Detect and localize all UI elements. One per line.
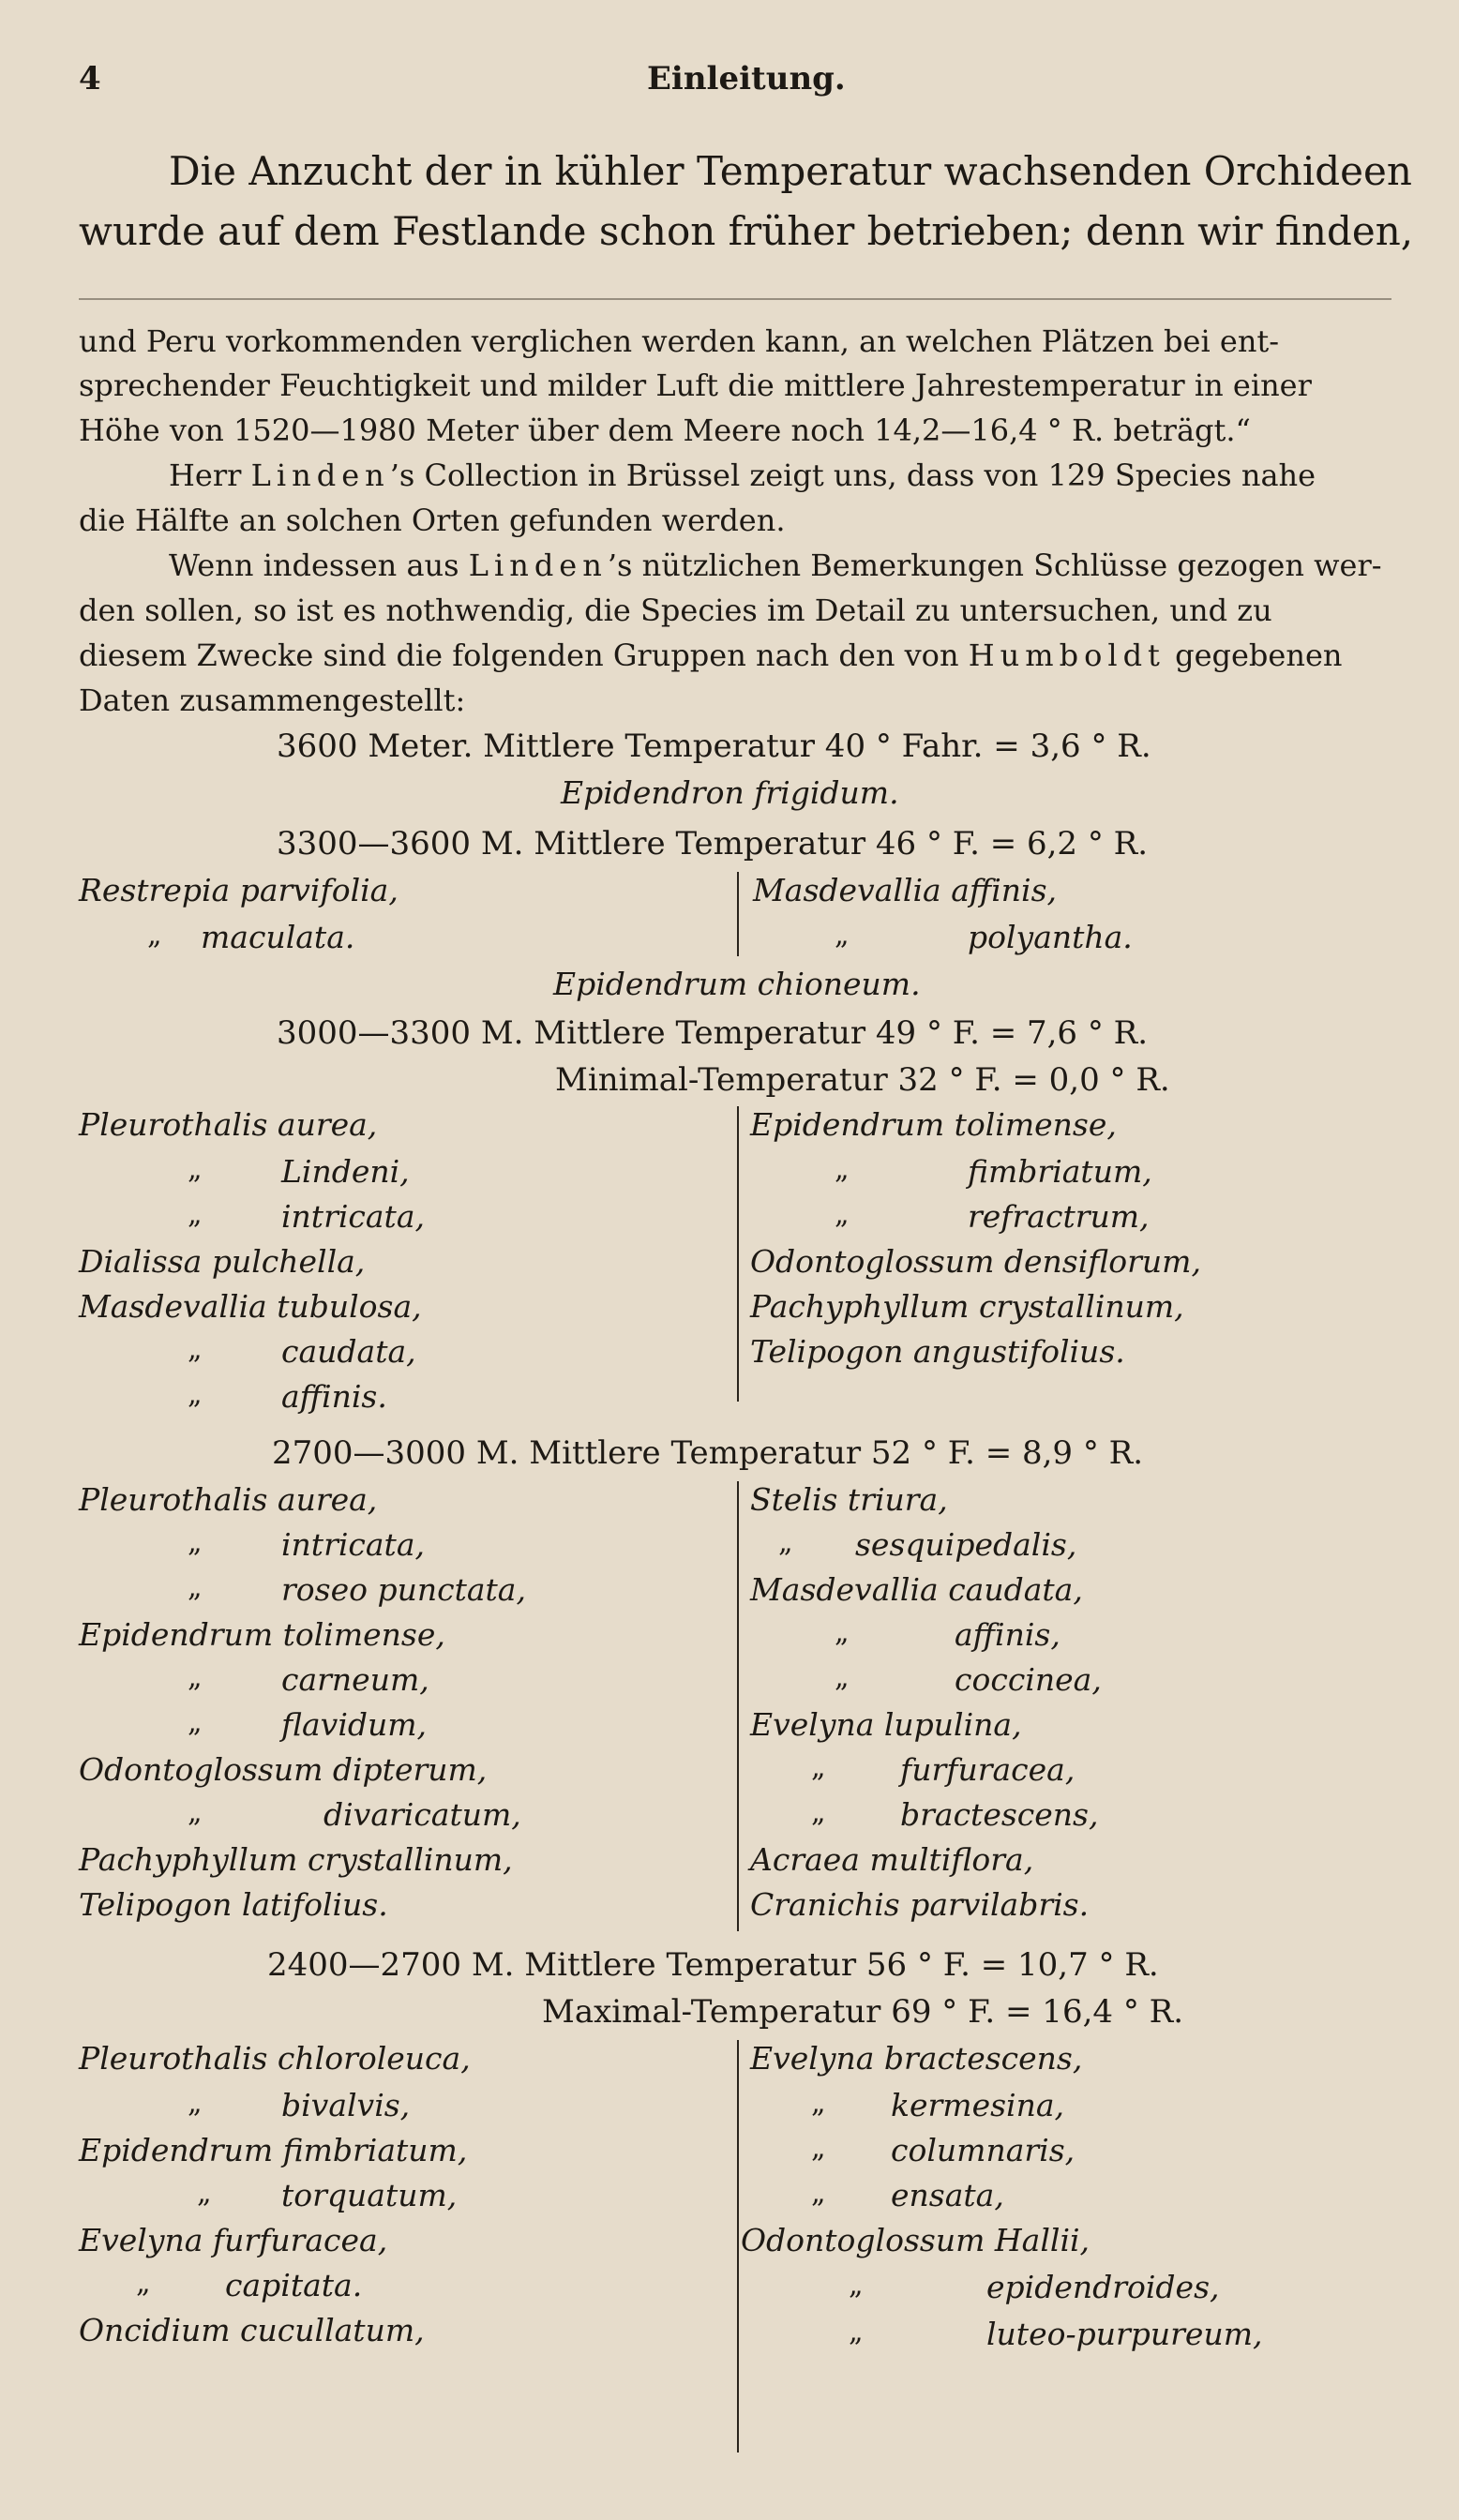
g2400-left-3: Epidendrum fimbriatum, (79, 2132, 468, 2168)
g2400-left-7: Oncidium cucullatum, (79, 2312, 425, 2348)
group-3600-heading: 3600 Meter. Mittlere Temperatur 40 ° Fahr. = 3,6 ° R. (277, 728, 1151, 765)
g2400-right-7: luteo-purpureum, (986, 2316, 1263, 2352)
ditto-mark: „ (849, 2269, 864, 2302)
ditto-mark: „ (147, 919, 162, 952)
ditto-mark: „ (778, 1526, 793, 1559)
g2400-right-3: columnaris, (891, 2132, 1075, 2168)
p2-name: Linden (250, 458, 390, 493)
g2700-left-9: Pachyphyllum crystallinum, (79, 1841, 513, 1878)
g2700-right-10: Cranichis parvilabris. (750, 1886, 1090, 1923)
group-2400-heading: 2400—2700 M. Mittlere Temperatur 56 ° F. = 10,7 ° R. (267, 1946, 1159, 1984)
body-line-2: sprechender Feuchtigkeit und milder Luft die mittlere Jahrestemperatur in einer (79, 368, 1312, 403)
group-3000-subheading: Minimal-Temperatur 32 ° F. = 0,0 ° R. (555, 1061, 1170, 1099)
paragraph-linden-collection (169, 458, 1316, 493)
p3-line-3-prefix: diesem Zwecke sind die folgenden Gruppen nach den von (79, 638, 969, 673)
separator-rule (79, 298, 1391, 300)
g2400-right-6: epidendroides, (986, 2269, 1220, 2305)
g3000-left-3: intricata, (281, 1198, 425, 1235)
g2700-right-8: bractescens, (900, 1796, 1099, 1833)
g3000-left-5: Masdevallia tubulosa, (79, 1288, 422, 1325)
g2700-right-1: Stelis triura, (750, 1481, 948, 1518)
g2400-right-1: Evelyna bractescens, (750, 2040, 1083, 2077)
p3-line-3 (79, 638, 1343, 673)
ditto-mark: „ (835, 1616, 850, 1649)
body-line-3: Höhe von 1520—1980 Meter über dem Meere noch 14,2—16,4 ° R. beträgt.“ (79, 412, 1251, 448)
g2700-right-2: sesquipedalis, (855, 1526, 1077, 1563)
ditto-mark: „ (835, 1153, 850, 1186)
column-divider-3000 (737, 1106, 739, 1402)
column-divider-3300 (737, 872, 739, 956)
page-number: 4 (79, 60, 101, 98)
g3000-left-4: Dialissa pulchella, (79, 1243, 366, 1280)
g2700-left-6: flavidum, (281, 1706, 428, 1743)
g2700-right-6: Evelyna lupulina, (750, 1706, 1022, 1743)
g2700-right-3: Masdevallia caudata, (750, 1571, 1083, 1608)
g3000-left-2: Lindeni, (281, 1153, 410, 1190)
p3-line-4: Daten zusammengestellt: (79, 682, 466, 718)
g3300-left-2: maculata. (201, 919, 355, 955)
ditto-mark: „ (188, 1796, 203, 1829)
g3000-right-1: Epidendrum tolimense, (750, 1106, 1117, 1143)
ditto-mark: „ (811, 2087, 826, 2120)
intro-line-2: wurde auf dem Festlande schon früher betrieben; denn wir finden, (79, 208, 1414, 254)
ditto-mark: „ (811, 2177, 826, 2210)
p2-prefix: Herr (169, 458, 251, 493)
g2700-left-3: roseo punctata, (281, 1571, 526, 1608)
g2700-right-7: furfuracea, (900, 1751, 1075, 1788)
group-2400-subheading: Maximal-Temperatur 69 ° F. = 16,4 ° R. (542, 1993, 1184, 2031)
g2400-left-6: capitata. (225, 2267, 363, 2303)
g3000-right-4: Odontoglossum densiflorum, (750, 1243, 1201, 1280)
g3000-right-3: refractrum, (968, 1198, 1150, 1235)
g2700-right-9: Acraea multiflora, (750, 1841, 1034, 1878)
g3300-footer-species: Epidendrum chioneum. (553, 966, 921, 1002)
column-divider-2400 (737, 2040, 739, 2452)
group-2700-heading: 2700—3000 M. Mittlere Temperatur 52 ° F. = 8,9 ° R. (272, 1434, 1144, 1472)
intro-line-1: Die Anzucht der in kühler Temperatur wachsenden Orchideen (169, 148, 1412, 194)
g2700-left-4: Epidendrum tolimense, (79, 1616, 445, 1653)
g3300-right-1: Masdevallia affinis, (753, 872, 1058, 908)
p3-line-3-name: Humboldt (968, 638, 1166, 673)
ditto-mark: „ (188, 1333, 203, 1366)
g2400-left-2: bivalvis, (281, 2087, 411, 2123)
p2-rest: ’s Collection in Brüssel zeigt uns, dass von 129 Species nahe (389, 458, 1316, 493)
g3000-left-7: affinis. (281, 1378, 387, 1415)
ditto-mark: „ (188, 1378, 203, 1411)
g3000-right-6: Telipogon angustifolius. (750, 1333, 1125, 1370)
g3000-left-6: caudata, (281, 1333, 416, 1370)
ditto-mark: „ (188, 1661, 203, 1694)
g3000-right-5: Pachyphyllum crystallinum, (750, 1288, 1184, 1325)
ditto-mark: „ (188, 1198, 203, 1231)
p3-line-3-rest: gegebenen (1165, 638, 1343, 673)
running-head: Einleitung. (647, 60, 846, 98)
ditto-mark: „ (811, 1796, 826, 1829)
g2400-right-4: ensata, (891, 2177, 1004, 2213)
ditto-mark: „ (835, 919, 850, 952)
g2400-left-1: Pleurothalis chloroleuca, (79, 2040, 471, 2077)
paragraph-linden-remarks (169, 548, 1382, 583)
g2700-right-5: coccinea, (955, 1661, 1102, 1698)
ditto-mark: „ (188, 2087, 203, 2120)
g2700-left-5: carneum, (281, 1661, 429, 1698)
ditto-mark: „ (811, 2132, 826, 2165)
group-3300-heading: 3300—3600 M. Mittlere Temperatur 46 ° F. = 6,2 ° R. (277, 825, 1149, 862)
g3000-left-1: Pleurothalis aurea, (79, 1106, 378, 1143)
p3-rest: ’s nützlichen Bemerkungen Schlüsse gezogen wer- (607, 548, 1382, 583)
p3-prefix: Wenn indessen aus (169, 548, 469, 583)
g2700-left-7: Odontoglossum dipterum, (79, 1751, 488, 1788)
g3000-right-2: fimbriatum, (968, 1153, 1152, 1190)
ditto-mark: „ (835, 1661, 850, 1694)
ditto-mark: „ (811, 1751, 826, 1784)
p3-line-2: den sollen, so ist es nothwendig, die Species im Detail zu untersuchen, und zu (79, 592, 1272, 628)
ditto-mark: „ (835, 1198, 850, 1231)
p3-name: Linden (468, 548, 608, 583)
g2700-left-2: intricata, (281, 1526, 425, 1563)
g2700-right-4: affinis, (955, 1616, 1060, 1653)
ditto-mark: „ (188, 1526, 203, 1559)
ditto-mark: „ (188, 1571, 203, 1604)
group-3600-species: Epidendron frigidum. (561, 774, 899, 811)
g2700-left-1: Pleurothalis aurea, (79, 1481, 378, 1518)
g2700-left-8: divaricatum, (323, 1796, 521, 1833)
g2400-right-2: kermesina, (891, 2087, 1065, 2123)
ditto-mark: „ (188, 1153, 203, 1186)
p2-line-2: die Hälfte an solchen Orten gefunden werden. (79, 502, 786, 538)
ditto-mark: „ (197, 2177, 212, 2210)
g3300-right-2: polyantha. (968, 919, 1133, 955)
body-line-1: und Peru vorkommenden verglichen werden kann, an welchen Plätzen bei ent- (79, 323, 1280, 359)
column-divider-2700 (737, 1481, 739, 1931)
g2400-right-5: Odontoglossum Hallii, (741, 2222, 1090, 2258)
g3300-left-1: Restrepia parvifolia, (79, 872, 399, 908)
g2400-left-5: Evelyna furfuracea, (79, 2222, 388, 2258)
g2400-left-4: torquatum, (281, 2177, 458, 2213)
ditto-mark: „ (136, 2267, 151, 2300)
ditto-mark: „ (188, 1706, 203, 1739)
ditto-mark: „ (849, 2316, 864, 2348)
group-3000-heading: 3000—3300 M. Mittlere Temperatur 49 ° F. = 7,6 ° R. (277, 1014, 1149, 1052)
g2700-left-10: Telipogon latifolius. (79, 1886, 388, 1923)
